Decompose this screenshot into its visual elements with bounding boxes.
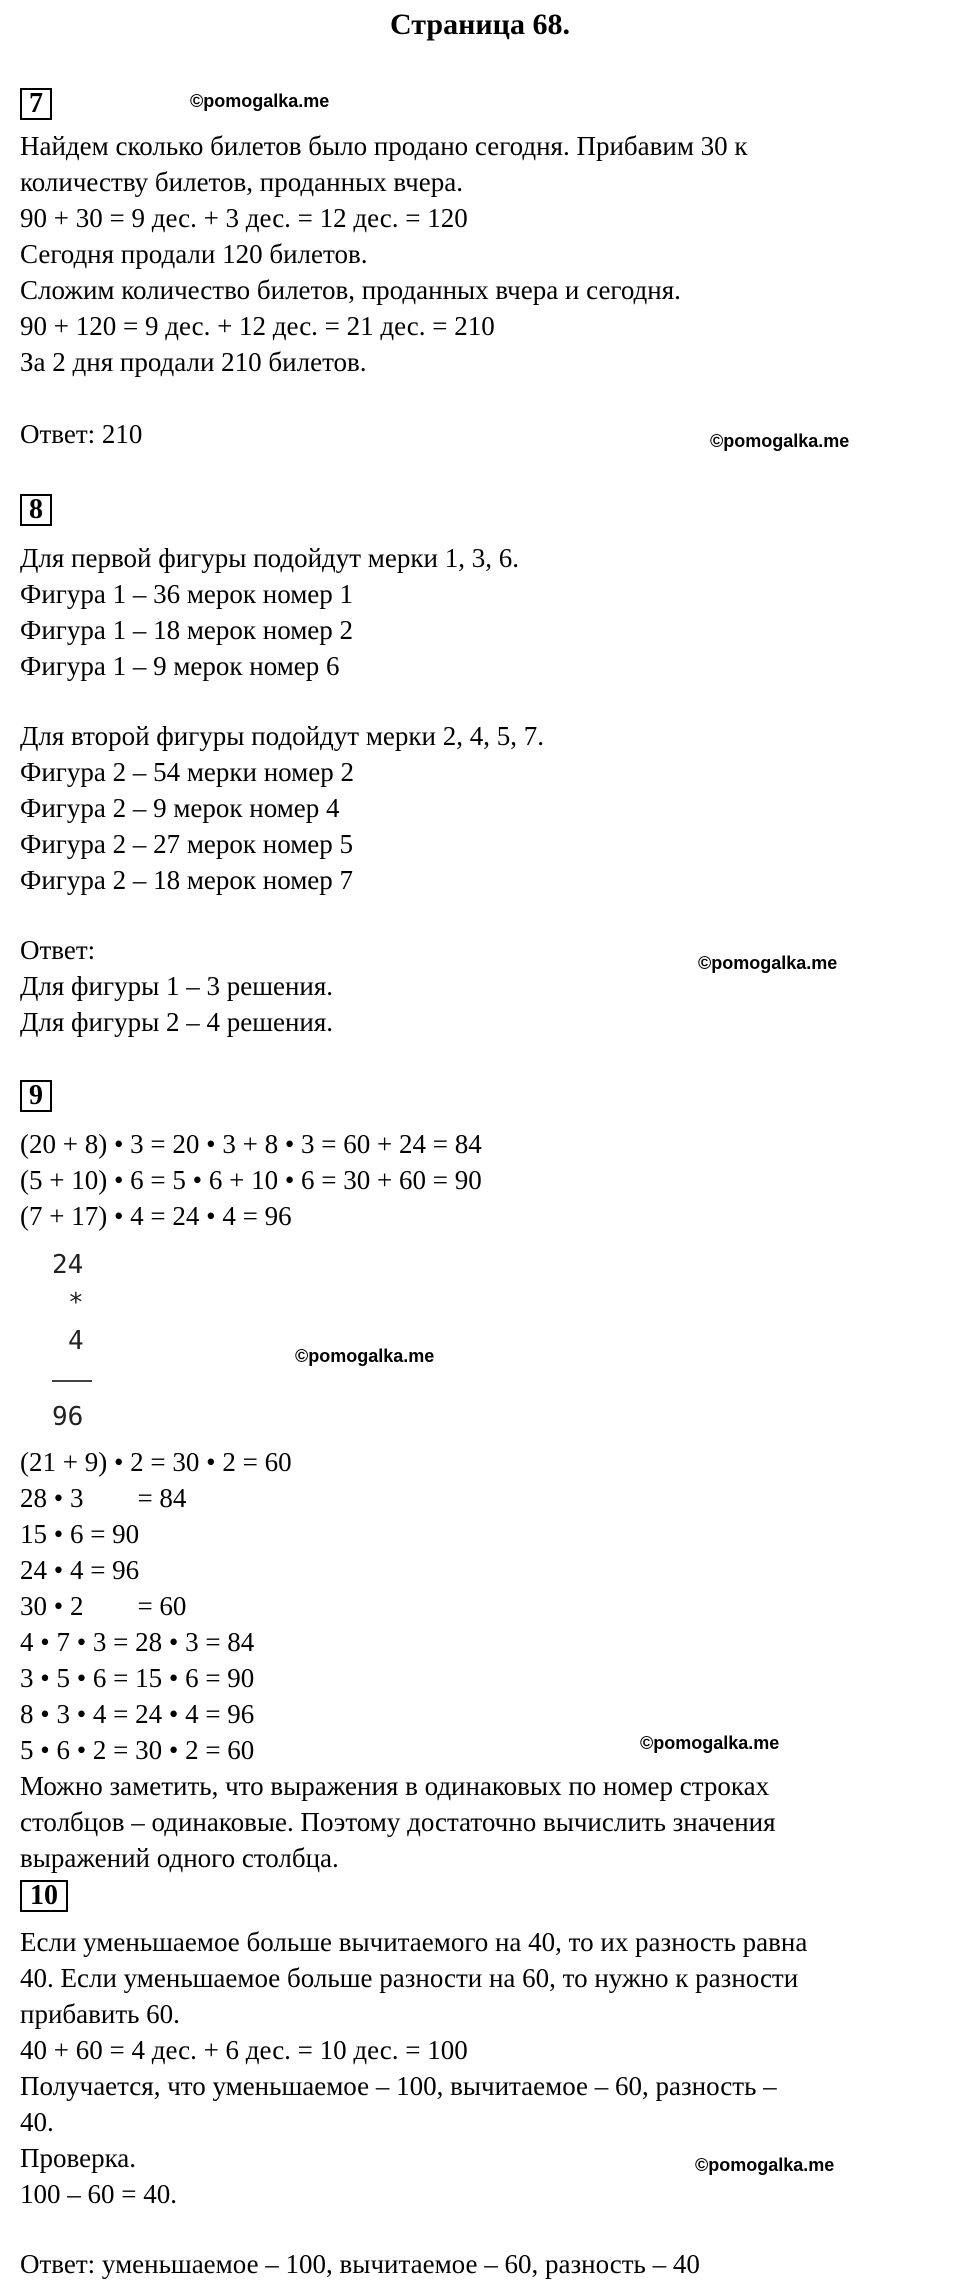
column-mult-multiplier: 4 bbox=[68, 1326, 84, 1356]
task9-note-3: выражений одного столбца. bbox=[20, 1843, 339, 1873]
page-title: Страница 68. bbox=[390, 8, 570, 41]
task10-line-7: Проверка. bbox=[20, 2143, 137, 2173]
task9-line-3: (7 + 17) • 4 = 24 • 4 = 96 bbox=[20, 1201, 292, 1231]
task9-note-2: столбцов – одинаковые. Поэтому достаточно вычислить значения bbox=[20, 1807, 776, 1837]
watermark: ©pomogalka.me bbox=[295, 1346, 435, 1366]
column-mult-multiplicand: 24 bbox=[52, 1250, 84, 1280]
task9-line-8: 30 • 2 = 60 bbox=[20, 1591, 187, 1621]
task8-answer-2: Для фигуры 2 – 4 решения. bbox=[20, 1007, 334, 1037]
task9-line-1: (20 + 8) • 3 = 20 • 3 + 8 • 3 = 60 + 24 = 84 bbox=[20, 1129, 482, 1159]
task10-answer: Ответ: уменьшаемое – 100, вычитаемое – 60, разность – 40 bbox=[20, 2249, 700, 2279]
task7-line-1: Найдем сколько билетов было продано сегодня. Прибавим 30 к bbox=[20, 131, 748, 161]
task9-line-2: (5 + 10) • 6 = 5 • 6 + 10 • 6 = 30 + 60 = 90 bbox=[20, 1165, 482, 1195]
column-mult-sign: * bbox=[68, 1288, 84, 1318]
task7-answer: Ответ: 210 bbox=[20, 419, 143, 449]
watermark: ©pomogalka.me bbox=[695, 2155, 835, 2175]
watermark: ©pomogalka.me bbox=[190, 91, 330, 111]
task8-line-7: Фигура 2 – 9 мерок номер 4 bbox=[20, 793, 340, 823]
task9-line-6: 15 • 6 = 90 bbox=[20, 1519, 140, 1549]
watermark: ©pomogalka.me bbox=[698, 953, 838, 973]
task-number-9: 9 bbox=[20, 1080, 52, 1112]
watermark: ©pomogalka.me bbox=[640, 1733, 780, 1753]
task8-answer-label: Ответ: bbox=[20, 935, 96, 965]
task7-line-3: 90 + 30 = 9 дес. + 3 дес. = 12 дес. = 120 bbox=[20, 203, 468, 233]
task8-line-4: Фигура 1 – 9 мерок номер 6 bbox=[20, 651, 340, 681]
task10-line-3: прибавить 60. bbox=[20, 1999, 180, 2029]
task8-line-9: Фигура 2 – 18 мерок номер 7 bbox=[20, 865, 354, 895]
task7-line-2: количеству билетов, проданных вчера. bbox=[20, 167, 463, 197]
task7-line-7: За 2 дня продали 210 билетов. bbox=[20, 347, 367, 377]
task8-answer-1: Для фигуры 1 – 3 решения. bbox=[20, 971, 334, 1001]
task9-note-1: Можно заметить, что выражения в одинаковых по номер строках bbox=[20, 1771, 770, 1801]
column-mult-result: 96 bbox=[52, 1402, 84, 1432]
task7-line-4: Сегодня продали 120 билетов. bbox=[20, 239, 368, 269]
task9-line-7: 24 • 4 = 96 bbox=[20, 1555, 140, 1585]
task9-line-12: 5 • 6 • 2 = 30 • 2 = 60 bbox=[20, 1735, 255, 1765]
task10-line-5: Получается, что уменьшаемое – 100, вычитаемое – 60, разность – bbox=[20, 2071, 777, 2101]
task10-line-8: 100 – 60 = 40. bbox=[20, 2179, 177, 2209]
task9-line-9: 4 • 7 • 3 = 28 • 3 = 84 bbox=[20, 1627, 255, 1657]
task9-line-10: 3 • 5 • 6 = 15 • 6 = 90 bbox=[20, 1663, 255, 1693]
task8-line-8: Фигура 2 – 27 мерок номер 5 bbox=[20, 829, 354, 859]
task9-line-5: 28 • 3 = 84 bbox=[20, 1483, 187, 1513]
task-number-7: 7 bbox=[20, 88, 52, 120]
task8-line-3: Фигура 1 – 18 мерок номер 2 bbox=[20, 615, 354, 645]
task10-line-2: 40. Если уменьшаемое больше разности на 60, то нужно к разности bbox=[20, 1963, 799, 1993]
task-number-10: 10 bbox=[20, 1880, 68, 1912]
task8-line-6: Фигура 2 – 54 мерки номер 2 bbox=[20, 757, 354, 787]
watermark: ©pomogalka.me bbox=[710, 431, 850, 451]
task8-line-5: Для второй фигуры подойдут мерки 2, 4, 5, 7. bbox=[20, 721, 544, 751]
column-mult-rule bbox=[52, 1380, 92, 1382]
task10-line-6: 40. bbox=[20, 2107, 54, 2137]
task10-line-1: Если уменьшаемое больше вычитаемого на 40, то их разность равна bbox=[20, 1927, 808, 1957]
task7-line-6: 90 + 120 = 9 дес. + 12 дес. = 21 дес. = 210 bbox=[20, 311, 495, 341]
task8-line-1: Для первой фигуры подойдут мерки 1, 3, 6. bbox=[20, 543, 519, 573]
task9-line-11: 8 • 3 • 4 = 24 • 4 = 96 bbox=[20, 1699, 255, 1729]
task8-line-2: Фигура 1 – 36 мерок номер 1 bbox=[20, 579, 354, 609]
task10-line-4: 40 + 60 = 4 дес. + 6 дес. = 10 дес. = 100 bbox=[20, 2035, 468, 2065]
task-number-8: 8 bbox=[20, 494, 52, 526]
task7-line-5: Сложим количество билетов, проданных вчера и сегодня. bbox=[20, 275, 681, 305]
task9-line-4: (21 + 9) • 2 = 30 • 2 = 60 bbox=[20, 1447, 292, 1477]
